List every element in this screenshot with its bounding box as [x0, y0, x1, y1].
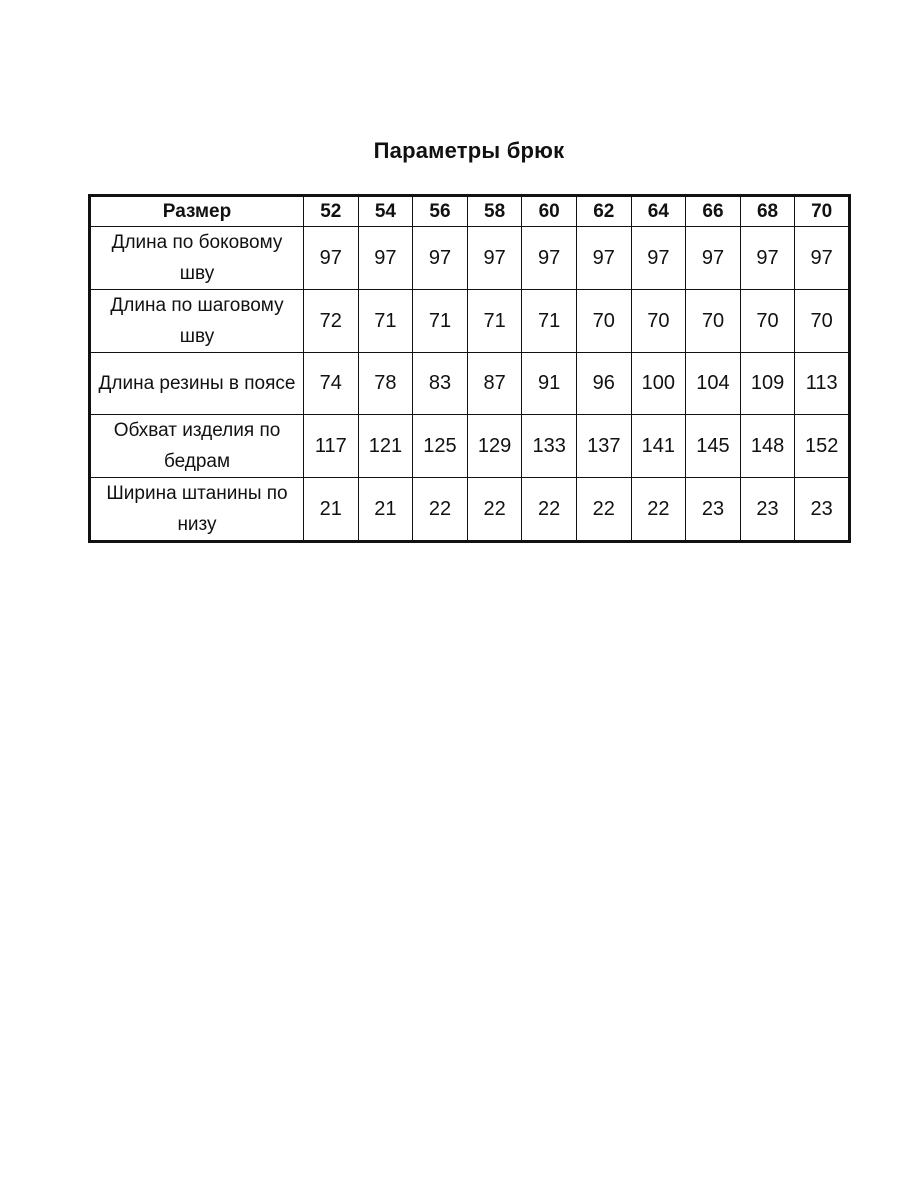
table-header-row [90, 196, 850, 227]
table-cell: 22 [413, 478, 468, 542]
table-cell: 113 [795, 353, 850, 415]
table-cell: 70 [795, 290, 850, 353]
size-header: 56 [413, 196, 468, 227]
table-cell: 70 [686, 290, 741, 353]
page-title: Параметры брюк [373, 138, 565, 163]
table-cell: 97 [413, 227, 468, 290]
table-cell: 71 [467, 290, 522, 353]
table-cell: 97 [358, 227, 413, 290]
table-cell: 96 [576, 353, 631, 415]
table-cell: 87 [467, 353, 522, 415]
table-cell: 100 [631, 353, 686, 415]
row-label: Длина резины в поясе [90, 353, 304, 415]
row-label: Обхват изделия по бедрам [90, 415, 304, 478]
size-header: 64 [631, 196, 686, 227]
row-label: Длина по боковому шву [90, 227, 304, 290]
header-label: Размер [90, 196, 304, 227]
table-row [90, 227, 850, 290]
table-cell: 22 [631, 478, 686, 542]
size-table [88, 194, 851, 543]
table-cell: 23 [740, 478, 795, 542]
table-cell: 97 [522, 227, 577, 290]
table-cell: 83 [413, 353, 468, 415]
size-header: 70 [795, 196, 850, 227]
table-cell: 97 [576, 227, 631, 290]
table-cell: 21 [358, 478, 413, 542]
table-cell: 133 [522, 415, 577, 478]
table-cell: 78 [358, 353, 413, 415]
table-cell: 71 [522, 290, 577, 353]
table-cell: 97 [795, 227, 850, 290]
table-cell: 97 [631, 227, 686, 290]
size-header: 58 [467, 196, 522, 227]
table-cell: 141 [631, 415, 686, 478]
size-header: 52 [304, 196, 359, 227]
table-row [90, 415, 850, 478]
table-cell: 70 [576, 290, 631, 353]
table-cell: 70 [740, 290, 795, 353]
table-cell: 22 [467, 478, 522, 542]
table-cell: 129 [467, 415, 522, 478]
table-cell: 137 [576, 415, 631, 478]
table-cell: 148 [740, 415, 795, 478]
table-cell: 121 [358, 415, 413, 478]
table-cell: 152 [795, 415, 850, 478]
table-cell: 72 [304, 290, 359, 353]
table-cell: 97 [304, 227, 359, 290]
table-cell: 21 [304, 478, 359, 542]
table-cell: 70 [631, 290, 686, 353]
table-cell: 104 [686, 353, 741, 415]
table-cell: 117 [304, 415, 359, 478]
table-row [90, 290, 850, 353]
table-cell: 74 [304, 353, 359, 415]
table-cell: 97 [686, 227, 741, 290]
table-cell: 22 [576, 478, 631, 542]
row-label: Длина по шаговому шву [90, 290, 304, 353]
table-cell: 97 [740, 227, 795, 290]
size-header: 66 [686, 196, 741, 227]
row-label: Ширина штанины по низу [90, 478, 304, 542]
table-cell: 109 [740, 353, 795, 415]
table-cell: 23 [795, 478, 850, 542]
table-cell: 22 [522, 478, 577, 542]
table-cell: 71 [413, 290, 468, 353]
size-header: 54 [358, 196, 413, 227]
table-row [90, 478, 850, 542]
size-header: 68 [740, 196, 795, 227]
table-cell: 91 [522, 353, 577, 415]
table-cell: 125 [413, 415, 468, 478]
table-cell: 23 [686, 478, 741, 542]
table-row [90, 353, 850, 415]
table-cell: 71 [358, 290, 413, 353]
size-header: 62 [576, 196, 631, 227]
size-header: 60 [522, 196, 577, 227]
table-cell: 145 [686, 415, 741, 478]
table-cell: 97 [467, 227, 522, 290]
